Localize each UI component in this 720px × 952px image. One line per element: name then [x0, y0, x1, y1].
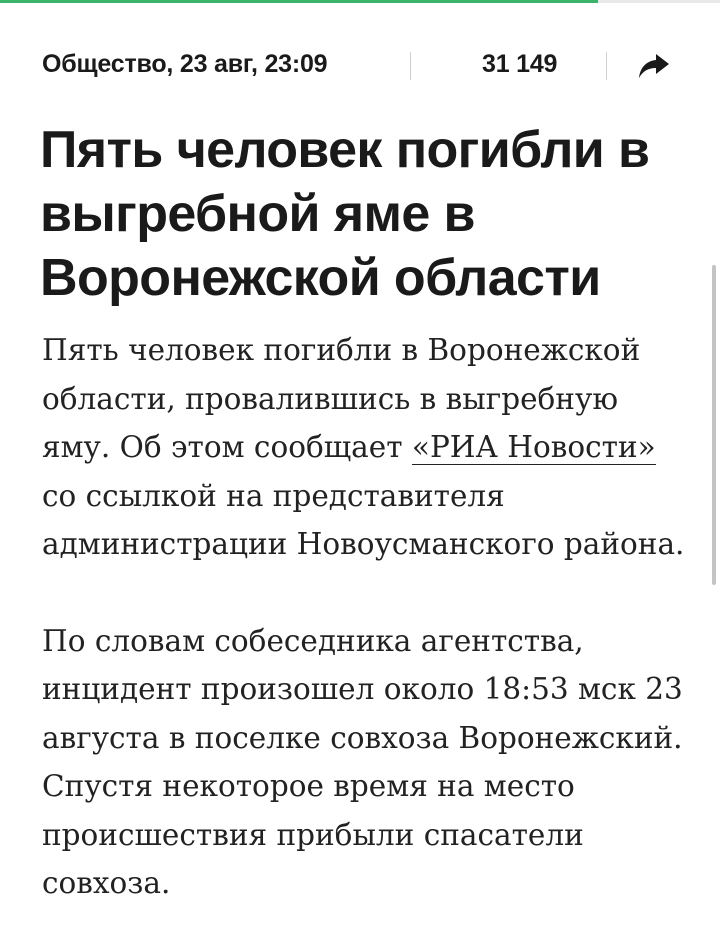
share-button[interactable]	[636, 50, 672, 82]
reading-progress-fill	[0, 0, 598, 3]
meta-divider	[606, 52, 607, 80]
paragraph-text: со ссылкой на представителя администрации Новоусманского района.	[42, 478, 685, 561]
paragraph	[42, 326, 690, 569]
scrollbar[interactable]	[710, 0, 720, 952]
meta-divider	[410, 52, 411, 80]
paragraph: По словам собеседника агентства, инцидент произошел около 18:53 мск 23 августа в поселке совхоза Воронежский. Спустя некоторое время на место происшествия прибыли спасатели совхоза.	[42, 623, 683, 900]
rubric-date-link[interactable]: Общество, 23 авг, 23:09	[42, 50, 328, 78]
article-body	[42, 326, 690, 952]
reading-progress-bar	[0, 0, 720, 3]
article-meta	[42, 46, 678, 86]
paragraph-text: Пять человек погибли в Воронежской области, провалившись в выгребную яму. Об этом сообщает	[42, 333, 641, 464]
article-title: Пять человек погибли в выгребной яме в Воронежской области	[40, 121, 650, 307]
share-arrow-icon	[636, 50, 672, 82]
scrollbar-thumb[interactable]	[712, 265, 716, 585]
views-count: 31 149	[482, 50, 558, 78]
source-link[interactable]: «РИА Новости»	[411, 430, 656, 464]
